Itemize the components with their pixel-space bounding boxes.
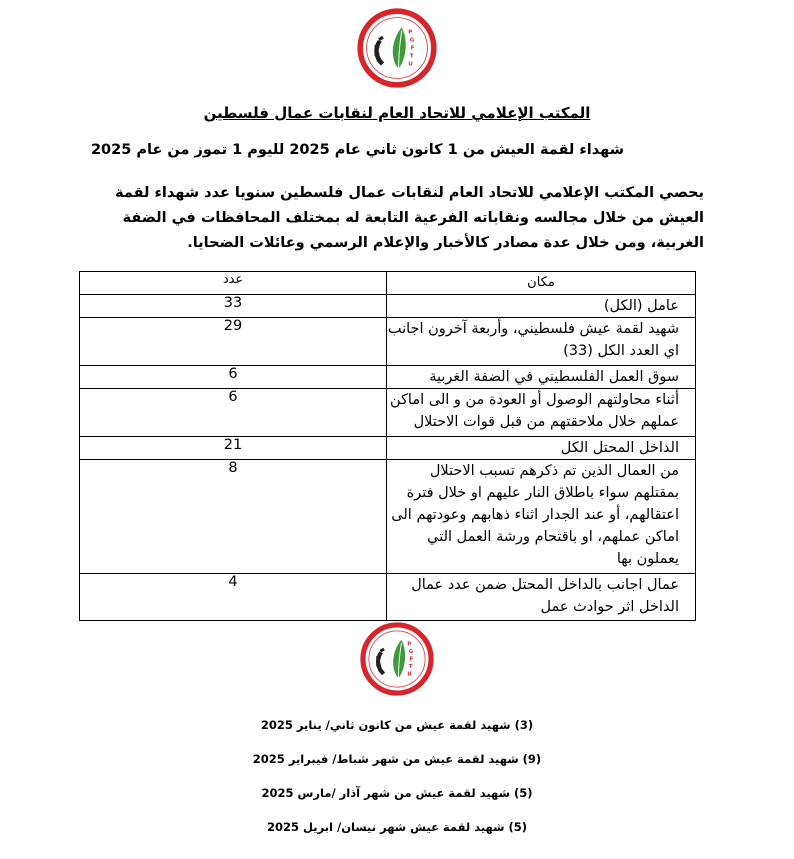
- intro-paragraph: يحصي المكتب الإعلامي للاتحاد العام لنقابات عمال فلسطين سنويا عدد شهداء لقمة العيش من خلال مجالسه ونقاباته الفرعية التابعة له بمختلف المحافظات في الضفة الغربية، ومن خلال عدة مصادر كالأخبار والإعلام الرسمي وعائلات الضحايا.: [115, 185, 704, 251]
- row-place: عمال اجانب بالداخل المحتل ضمن عدد عمال الداخل اثر حوادث عمل: [387, 574, 696, 621]
- month-item: (5) شهيد لقمة عيش شهر نيسان/ ابريل 2025: [266, 820, 527, 834]
- header-place: مكان: [387, 272, 696, 295]
- svg-text:P: P: [408, 29, 413, 36]
- table-row: [80, 574, 696, 621]
- row-count: 6: [80, 366, 387, 389]
- statistics-table: [79, 271, 696, 621]
- svg-text:U: U: [408, 61, 413, 68]
- row-count: 29: [80, 318, 387, 366]
- row-count: 6: [80, 389, 387, 437]
- month-item: (5) شهيد لقمة عيش من شهر آذار /مارس 2025: [261, 786, 533, 800]
- month-item: (9) شهيد لقمة عيش من شهر شباط/ فيبراير 2025: [252, 752, 542, 766]
- row-count: 8: [80, 460, 387, 574]
- row-place: سوق العمل الفلسطيني في الضفة الغربية: [387, 366, 696, 389]
- month-item: (3) شهيد لقمة عيش من كانون ثاني/ يناير 2025: [260, 718, 534, 732]
- table-row: [80, 389, 696, 437]
- svg-text:F: F: [410, 45, 415, 52]
- document-title: المكتب الإعلامي للاتحاد العام لنقابات عمال فلسطين: [203, 104, 591, 122]
- svg-text:T: T: [409, 53, 414, 60]
- header-count: عدد: [80, 272, 387, 295]
- row-place: الداخل المحتل الكل: [387, 437, 696, 460]
- row-place: من العمال الذين تم ذكرهم تسبب الاحتلال بمقتلهم سواء باطلاق النار عليهم او خلال فترة اعتقالهم، أو عند الجدار اثناء ذهابهم وعودتهم الى اماكن عملهم، او باقتحام ورشة العمل التي يعملون بها: [387, 460, 696, 574]
- row-place: عامل (الكل): [387, 295, 696, 318]
- row-count: 21: [80, 437, 387, 460]
- svg-text:T: T: [408, 663, 413, 670]
- table-row: [80, 366, 696, 389]
- table-row: [80, 295, 696, 318]
- table-row: [80, 318, 696, 366]
- row-count: 33: [80, 295, 387, 318]
- table-header-row: [80, 272, 696, 295]
- svg-text:U: U: [407, 671, 412, 678]
- svg-text:F: F: [409, 656, 414, 663]
- row-place: شهيد لقمة عيش فلسطيني، وأربعة آخرون اجانب اي العدد الكل (33): [387, 318, 696, 366]
- document-subtitle: شهداء لقمة العيش من 1 كانون ثاني عام 2025 لليوم 1 تموز من عام 2025: [90, 142, 624, 158]
- union-logo: [360, 622, 434, 696]
- row-place: أثناء محاولتهم الوصول أو العودة من و الى اماكن عملهم خلال ملاحقتهم من قبل قوات الاحتلال: [387, 389, 696, 437]
- svg-text:G: G: [409, 37, 415, 44]
- svg-text:G: G: [408, 649, 414, 656]
- table-row: [80, 437, 696, 460]
- union-logo: [357, 8, 437, 88]
- table-row: [80, 460, 696, 574]
- row-count: 4: [80, 574, 387, 621]
- svg-text:P: P: [407, 641, 412, 648]
